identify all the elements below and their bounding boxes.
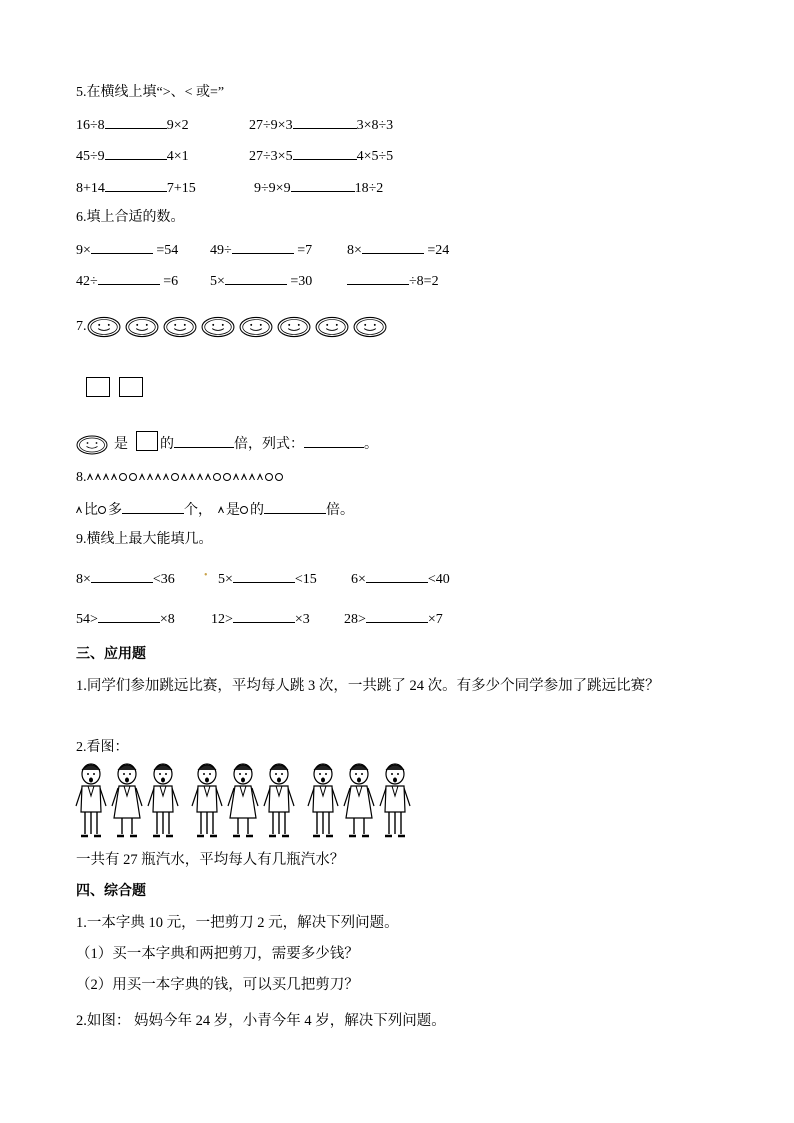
expr: =24 bbox=[427, 243, 450, 258]
q9-row-1b bbox=[218, 569, 317, 589]
expr: 4×5÷5 bbox=[356, 149, 394, 164]
triangle-icon bbox=[189, 473, 195, 480]
triangle-icon bbox=[218, 506, 224, 513]
shape-sequence bbox=[87, 470, 285, 485]
expr: 42÷ bbox=[76, 274, 98, 289]
answer-box[interactable] bbox=[86, 377, 110, 397]
triangle-icon bbox=[233, 473, 239, 480]
answer-blank[interactable] bbox=[105, 115, 167, 129]
text: 是 bbox=[114, 437, 128, 452]
section-3-q1: 1.同学们参加跳远比赛，平均每人跳 3 次，一共跳了 24 次。有多少个同学参加了跳远比赛？ bbox=[76, 678, 660, 694]
child-figure bbox=[308, 764, 338, 836]
answer-blank[interactable] bbox=[174, 434, 234, 448]
triangle-icon bbox=[163, 473, 169, 480]
triangle-icon bbox=[181, 473, 187, 480]
q6-row-2 bbox=[76, 271, 178, 291]
q6-row-1b bbox=[210, 240, 312, 260]
child-figure bbox=[148, 764, 178, 836]
circle-icon bbox=[265, 473, 273, 481]
answer-blank[interactable] bbox=[293, 146, 357, 160]
answer-blank[interactable] bbox=[366, 609, 428, 623]
q5-row-2b bbox=[249, 146, 393, 166]
triangle-icon bbox=[87, 473, 93, 480]
smiley-icon bbox=[76, 435, 108, 455]
section-3-q2-title: 2.看图： bbox=[76, 740, 129, 755]
answer-blank[interactable] bbox=[98, 609, 160, 623]
section-4-q1a: （1）买一本字典和两把剪刀，需要多少钱？ bbox=[76, 946, 359, 962]
answer-blank[interactable] bbox=[362, 240, 424, 254]
section-4-q2: 2.如图： 妈妈今年 24 岁，小青今年 4 岁，解决下列问题。 bbox=[76, 1013, 446, 1029]
q5-row-1 bbox=[76, 115, 189, 135]
expr: 8× bbox=[347, 243, 362, 258]
stray-dot: • bbox=[204, 570, 208, 581]
expr: 9×2 bbox=[166, 118, 189, 133]
q5-row-3b bbox=[254, 178, 383, 198]
expr: ×7 bbox=[427, 612, 443, 627]
expr: 9× bbox=[76, 243, 91, 258]
smiley-row bbox=[87, 319, 391, 334]
text: 个， bbox=[184, 503, 212, 518]
answer-blank[interactable] bbox=[233, 569, 295, 583]
smiley-icon bbox=[201, 316, 235, 338]
answer-blank[interactable] bbox=[291, 178, 355, 192]
circle-icon bbox=[275, 473, 283, 481]
triangle-icon bbox=[205, 473, 211, 480]
child-figure bbox=[112, 764, 142, 836]
text: 倍，列式： bbox=[234, 437, 304, 452]
text: 是 bbox=[226, 503, 240, 518]
expr: 5× bbox=[210, 274, 225, 289]
square-icon bbox=[136, 431, 158, 451]
text: 比 bbox=[84, 503, 98, 518]
expr: ×3 bbox=[294, 612, 310, 627]
q7-row bbox=[76, 316, 391, 338]
expr: 54> bbox=[76, 612, 98, 627]
q5-title: 5.在横线上填“>、< 或=” bbox=[76, 85, 225, 100]
smiley-icon bbox=[163, 316, 197, 338]
children-illustration bbox=[75, 760, 420, 842]
expr: 8+14 bbox=[76, 181, 105, 196]
answer-blank[interactable] bbox=[122, 500, 184, 514]
expr: 28> bbox=[344, 612, 366, 627]
q9-row-2 bbox=[76, 609, 175, 629]
circle-icon bbox=[240, 506, 248, 514]
child-figure bbox=[380, 764, 410, 836]
expr: ÷8=2 bbox=[409, 274, 439, 289]
answer-blank[interactable] bbox=[264, 500, 326, 514]
expr: 9÷9×9 bbox=[254, 181, 291, 196]
expr: 18÷2 bbox=[354, 181, 384, 196]
answer-blank[interactable] bbox=[232, 240, 294, 254]
expr: ×8 bbox=[159, 612, 175, 627]
child-figure bbox=[192, 764, 222, 836]
expr: 27÷9×3 bbox=[249, 118, 293, 133]
smiley-icon bbox=[239, 316, 273, 338]
q9-title: 9.横线上最大能填几。 bbox=[76, 532, 213, 547]
circle-icon bbox=[223, 473, 231, 481]
child-figure bbox=[264, 764, 294, 836]
triangle-icon bbox=[155, 473, 161, 480]
circle-icon bbox=[129, 473, 137, 481]
section-3-q2-text: 一共有 27 瓶汽水，平均每人有几瓶汽水？ bbox=[76, 852, 345, 868]
expr: 12> bbox=[211, 612, 233, 627]
q7-label: 7. bbox=[76, 319, 87, 335]
answer-blank[interactable] bbox=[293, 115, 357, 129]
answer-box[interactable] bbox=[119, 377, 143, 397]
q5-row-2 bbox=[76, 146, 189, 166]
q6-row-2c bbox=[347, 271, 439, 291]
child-figure bbox=[228, 764, 258, 836]
section-4-heading: 四、综合题 bbox=[76, 884, 146, 899]
triangle-icon bbox=[197, 473, 203, 480]
expr: 3×8÷3 bbox=[356, 118, 394, 133]
answer-blank[interactable] bbox=[98, 271, 160, 285]
text: 多 bbox=[108, 503, 122, 518]
expr: 8× bbox=[76, 572, 91, 587]
text: 的 bbox=[160, 437, 174, 452]
answer-blank[interactable] bbox=[225, 271, 287, 285]
answer-blank[interactable] bbox=[105, 146, 167, 160]
expr: 49÷ bbox=[210, 243, 232, 258]
q8-label: 8. bbox=[76, 470, 87, 485]
answer-blank[interactable] bbox=[304, 434, 364, 448]
circle-icon bbox=[98, 506, 106, 514]
q6-row-2b bbox=[210, 271, 312, 291]
circle-icon bbox=[171, 473, 179, 481]
expr: =7 bbox=[297, 243, 313, 258]
expr: =6 bbox=[163, 274, 179, 289]
answer-blank[interactable] bbox=[91, 240, 153, 254]
section-3-heading: 三、应用题 bbox=[76, 647, 146, 662]
expr: 4×1 bbox=[166, 149, 189, 164]
circle-icon bbox=[119, 473, 127, 481]
smiley-icon bbox=[353, 316, 387, 338]
q6-row-1c bbox=[347, 240, 449, 260]
expr: 16÷8 bbox=[76, 118, 105, 133]
answer-blank[interactable] bbox=[233, 609, 295, 623]
expr: 27÷3×5 bbox=[249, 149, 293, 164]
smiley-icon bbox=[277, 316, 311, 338]
expr: <15 bbox=[294, 572, 317, 587]
expr: =30 bbox=[290, 274, 313, 289]
q9-row-2c bbox=[344, 609, 443, 629]
expr: =54 bbox=[156, 243, 179, 258]
circle-icon bbox=[213, 473, 221, 481]
triangle-icon bbox=[103, 473, 109, 480]
smiley-icon bbox=[125, 316, 159, 338]
child-figure bbox=[344, 764, 374, 836]
q9-row-2b bbox=[211, 609, 310, 629]
triangle-icon bbox=[241, 473, 247, 480]
q6-title: 6.填上合适的数。 bbox=[76, 210, 185, 225]
triangle-icon bbox=[257, 473, 263, 480]
smiley-icon bbox=[315, 316, 349, 338]
q6-row-1 bbox=[76, 240, 178, 260]
text: 。 bbox=[364, 437, 378, 452]
expr: <36 bbox=[152, 572, 175, 587]
triangle-icon bbox=[139, 473, 145, 480]
expr: 45÷9 bbox=[76, 149, 105, 164]
expr: 7+15 bbox=[166, 181, 196, 196]
answer-blank[interactable] bbox=[347, 271, 409, 285]
triangle-icon bbox=[95, 473, 101, 480]
q8-sentence bbox=[76, 500, 354, 520]
answer-blank[interactable] bbox=[366, 569, 428, 583]
q8-sequence-row bbox=[76, 469, 285, 487]
text: 倍。 bbox=[326, 503, 354, 518]
expr: 6× bbox=[351, 572, 366, 587]
q5-row-1b bbox=[249, 115, 393, 135]
expr: 5× bbox=[218, 572, 233, 587]
child-figure bbox=[76, 764, 106, 836]
answer-blank[interactable] bbox=[91, 569, 153, 583]
triangle-icon bbox=[249, 473, 255, 480]
q9-row-1 bbox=[76, 569, 175, 589]
triangle-icon bbox=[111, 473, 117, 480]
q9-row-1c bbox=[351, 569, 450, 589]
section-4-q1b: （2）用买一本字典的钱，可以买几把剪刀？ bbox=[76, 977, 359, 993]
expr: <40 bbox=[427, 572, 450, 587]
smiley-icon bbox=[87, 316, 121, 338]
answer-blank[interactable] bbox=[105, 178, 167, 192]
triangle-icon bbox=[76, 506, 82, 513]
text: 的 bbox=[250, 503, 264, 518]
q5-row-3 bbox=[76, 178, 196, 198]
q7-sentence bbox=[76, 431, 378, 456]
triangle-icon bbox=[147, 473, 153, 480]
section-4-q1: 1.一本字典 10 元，一把剪刀 2 元，解决下列问题。 bbox=[76, 915, 399, 931]
